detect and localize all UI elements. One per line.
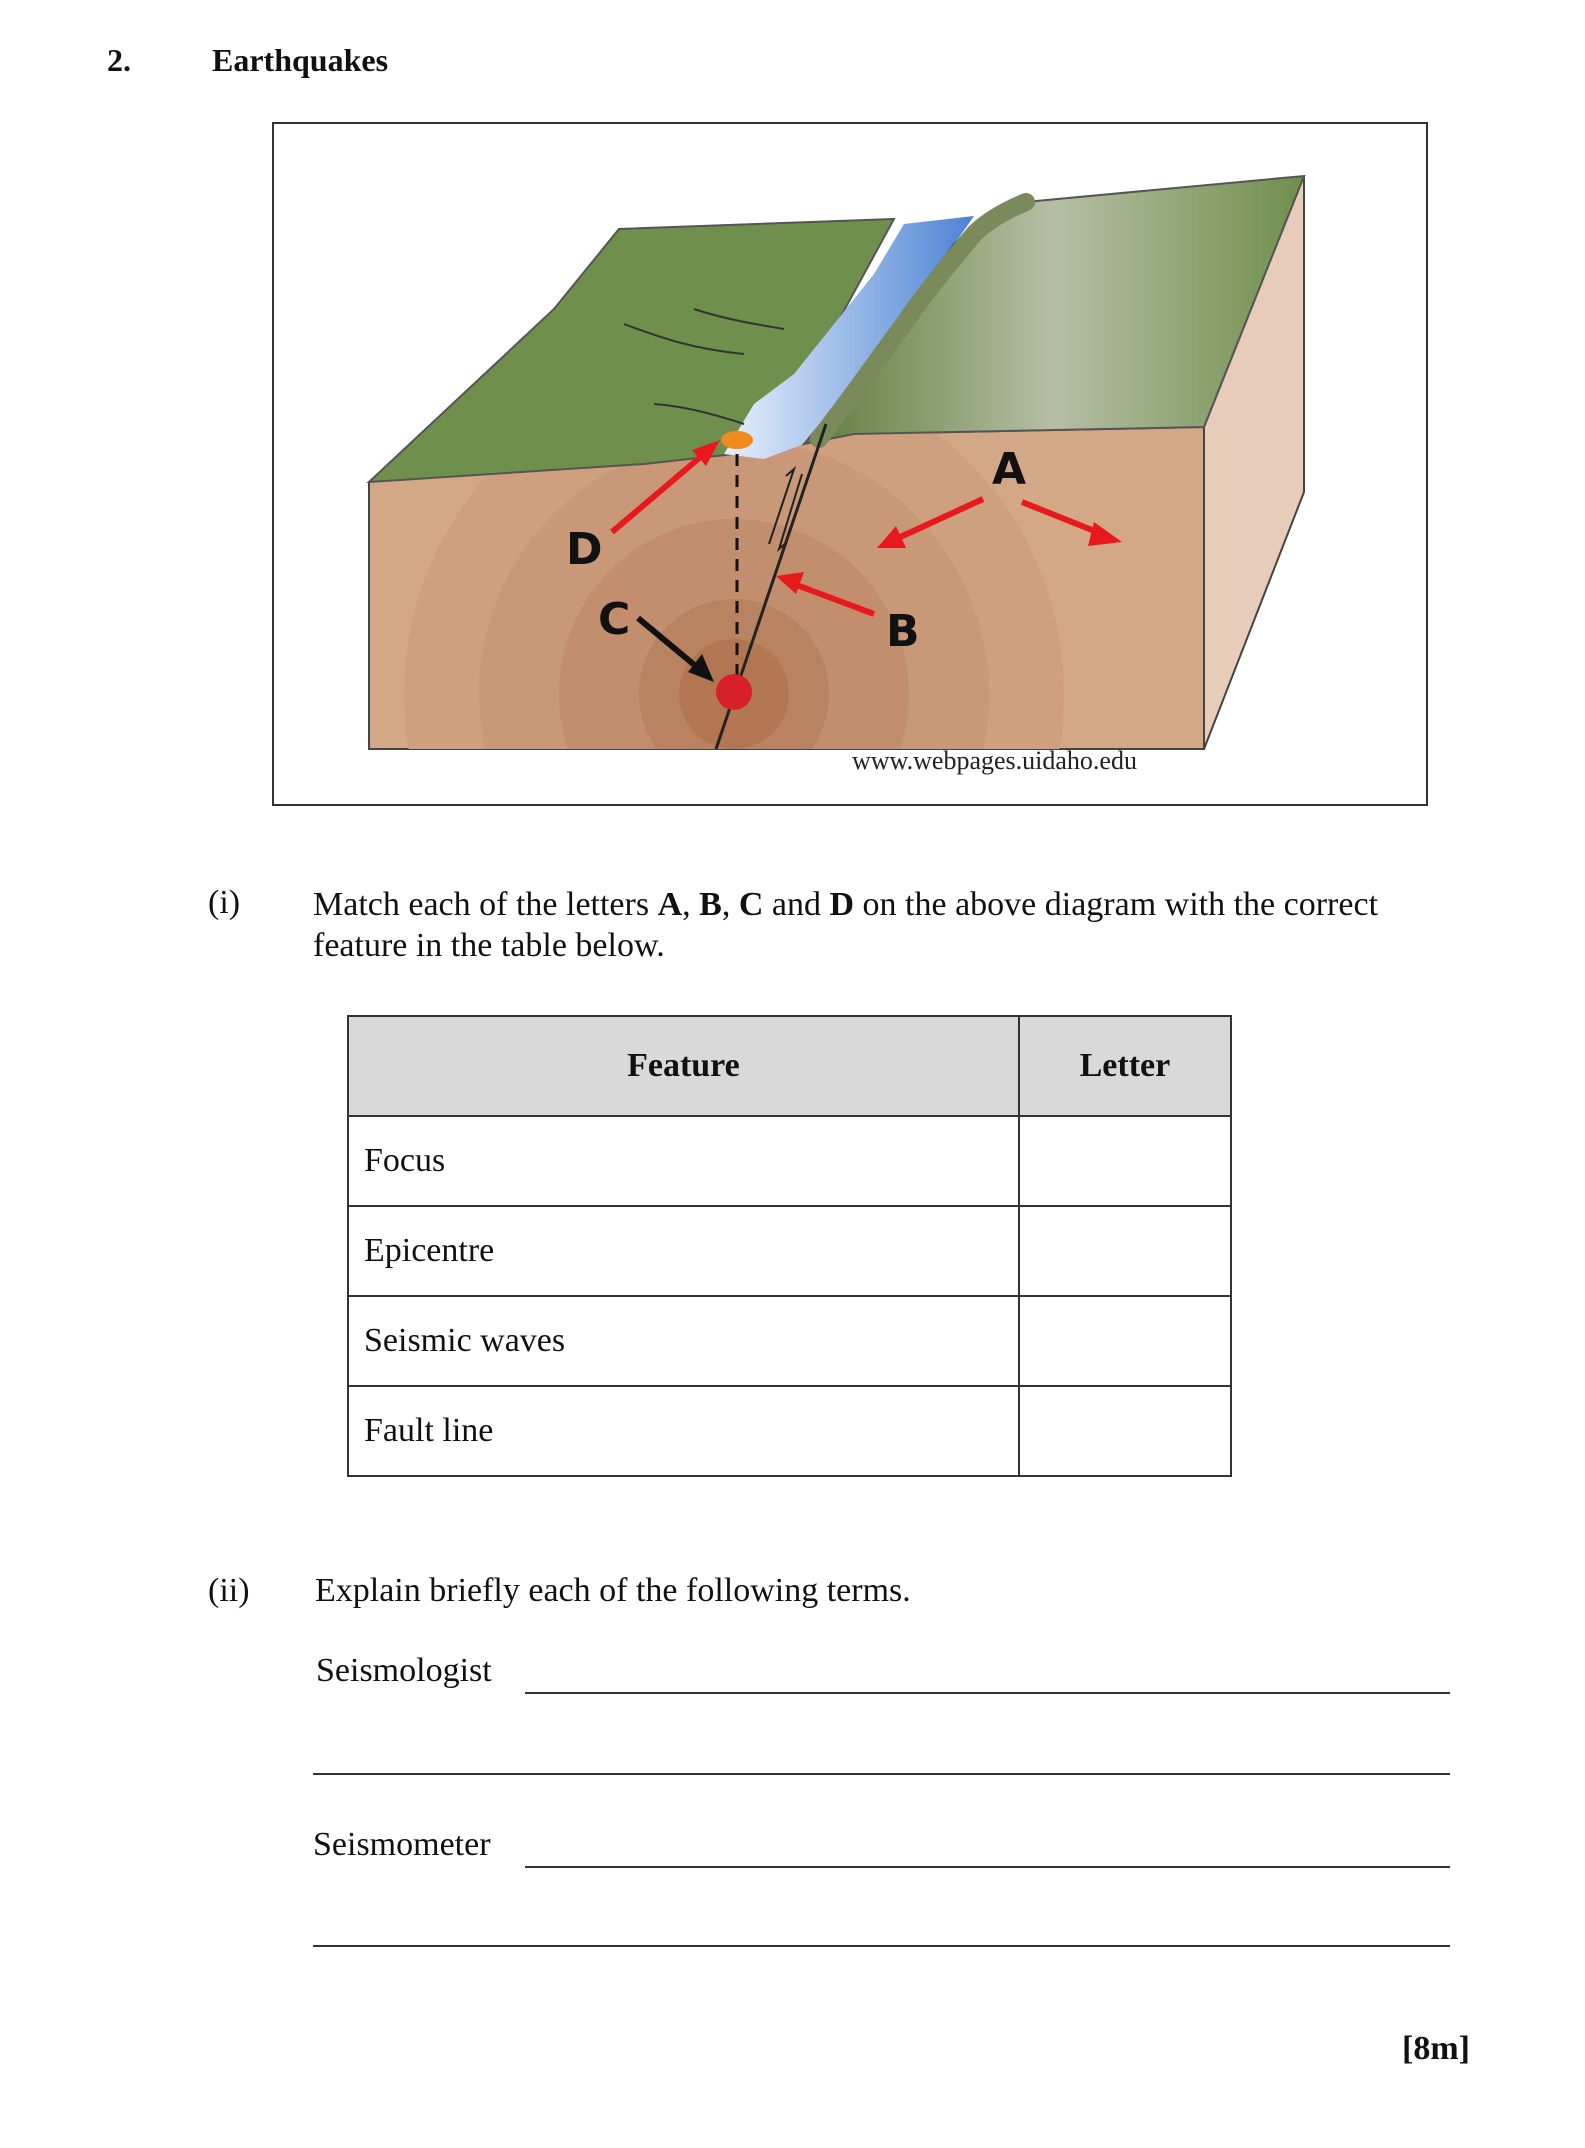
letter-a: A	[657, 886, 683, 923]
table-row	[348, 1116, 1231, 1206]
feature-cell: Epicentre	[348, 1206, 1019, 1296]
feature-cell: Focus	[348, 1116, 1019, 1206]
answer-line[interactable]	[525, 1866, 1450, 1868]
table-row	[348, 1296, 1231, 1386]
term-seismologist: Seismologist	[316, 1652, 492, 1689]
question-title: Earthquakes	[212, 42, 389, 78]
letter-answer-cell[interactable]	[1019, 1116, 1231, 1206]
letter-answer-cell[interactable]	[1019, 1386, 1231, 1476]
label-d: D	[566, 524, 603, 575]
letter-c: C	[738, 886, 764, 923]
letter-d: D	[829, 886, 855, 923]
earthquake-diagram	[272, 122, 1428, 806]
feature-cell: Seismic waves	[348, 1296, 1019, 1386]
answer-line[interactable]	[313, 1945, 1450, 1947]
epicentre-marker	[721, 431, 753, 449]
part-ii-label: (ii)	[208, 1572, 250, 1609]
focus-point	[716, 674, 752, 710]
label-c: C	[598, 594, 631, 645]
letter-answer-cell[interactable]	[1019, 1296, 1231, 1386]
separator: ,	[682, 886, 700, 923]
answer-line[interactable]	[525, 1692, 1450, 1694]
marks-total: [8m]	[1402, 2030, 1470, 2067]
header-letter: Letter	[1019, 1016, 1231, 1116]
part-i-label: (i)	[208, 884, 241, 921]
label-a: A	[992, 444, 1027, 495]
instruction-text: Match each of the letters	[313, 886, 658, 923]
term-seismometer: Seismometer	[313, 1826, 491, 1863]
table-header-row	[348, 1016, 1231, 1116]
feature-cell: Fault line	[348, 1386, 1019, 1476]
answer-line[interactable]	[313, 1773, 1450, 1775]
letter-b: B	[699, 886, 722, 923]
separator: ,	[721, 886, 739, 923]
table-row	[348, 1206, 1231, 1296]
letter-answer-cell[interactable]	[1019, 1206, 1231, 1296]
matching-table	[347, 1015, 1232, 1477]
question-number: 2.	[107, 42, 131, 78]
part-ii-instruction: Explain briefly each of the following terms.	[315, 1572, 911, 1609]
part-i-instruction	[313, 884, 1443, 966]
table-row	[348, 1386, 1231, 1476]
diagram-svg	[274, 124, 1426, 804]
label-b: B	[886, 606, 920, 657]
image-credit: www.webpages.uidaho.edu	[852, 746, 1137, 775]
instruction-text: and	[763, 886, 830, 923]
header-feature: Feature	[348, 1016, 1019, 1116]
instruction-text: on the above diagram with the correct feature in the table below.	[313, 886, 1379, 964]
